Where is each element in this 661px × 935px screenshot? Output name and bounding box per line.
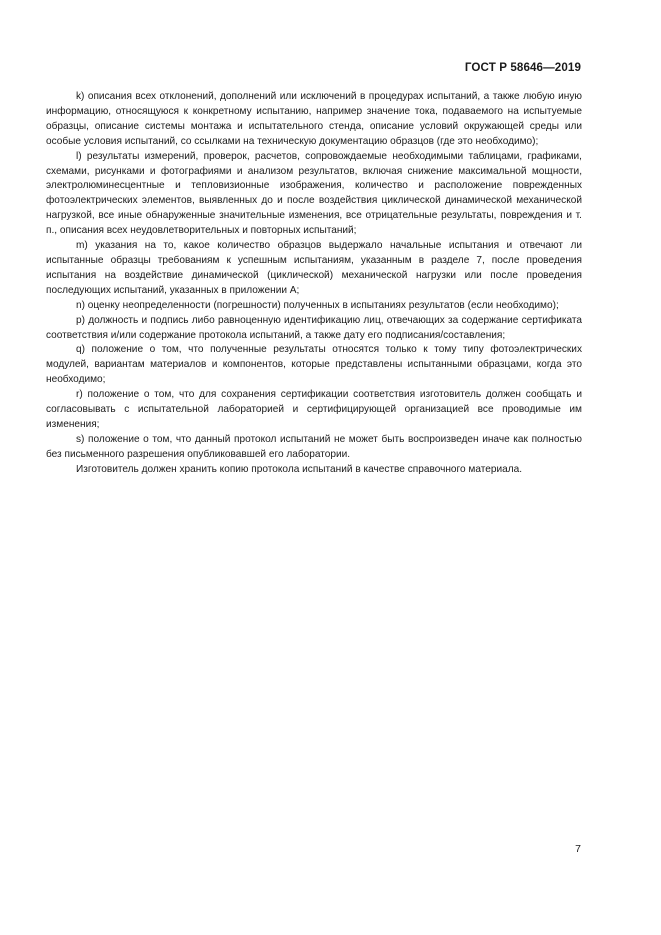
list-item-r: r) положение о том, что для сохранения сертификации соответствия изготовитель должен сообщать и согласовывать с испытательной лабораторией и сертифицирующей организацией все проводимые им изменения; xyxy=(46,389,582,430)
list-item-q: q) положение о том, что полученные результаты относятся только к тому типу фотоэлектрических модулей, вариантам материалов и компонентов, которые представлены испытанными образцами, когда это необходимо; xyxy=(46,344,582,386)
list-item-n: n) оценку неопределенности (погрешности) полученных в испытаниях результатов (если необходимо); xyxy=(76,299,559,311)
list-item-m: m) указания на то, какое количество образцов выдержало начальные испытания и отвечают ли испытанные образцы требованиям к успешным испытаниям, указанным в разделе 7, после проведения испытания на воздействие динамической (циклической) механической нагрузки или после проведения последующих испытаний, указанных в приложении А; xyxy=(46,240,582,296)
list-item-l: l) результаты измерений, проверок, расчетов, сопровождаемые необходимыми таблицами, графиками, схемами, рисунками и фотографиями и анализом результатов, включая снижение максимальной мощности, электролюминесцентные и тепловизионные изображения, количество и расположение поврежденных фотоэлектрических элементов, выявленных до и после воздействия циклической динамической механической нагрузкой, все иные обнаруженные значительные изменения, все отрицательные результаты, повреждения и т. п., описания всех неудовлетворительных и повторных испытаний; xyxy=(46,150,582,237)
document-body xyxy=(46,90,582,478)
page-number: 7 xyxy=(575,843,581,855)
closing-paragraph: Изготовитель должен хранить копию протокола испытаний в качестве справочного материала. xyxy=(76,463,523,475)
list-item-k: k) описания всех отклонений, дополнений или исключений в процедурах испытаний, а также любую иную информацию, относящуюся к конкретному испытанию, например значение тока, подаваемого на испытуемые образцы, описание системы монтажа и испытательного стенда, описание условий окружающей среды или особые условия испытаний, со ссылками на техническую документацию образцов (где это необходимо); xyxy=(46,91,582,147)
list-item-s: s) положение о том, что данный протокол испытаний не может быть воспроизведен иначе как полностью без письменного разрешения опубликовавшей его лаборатории. xyxy=(46,433,582,460)
document-header-code: ГОСТ Р 58646—2019 xyxy=(464,61,581,74)
list-item-p: p) должность и подпись либо равноценную идентификацию лиц, отвечающих за содержание сертификата соответствия и/или содержание протокола испытаний, а также дату его подписания/составления; xyxy=(46,314,582,341)
